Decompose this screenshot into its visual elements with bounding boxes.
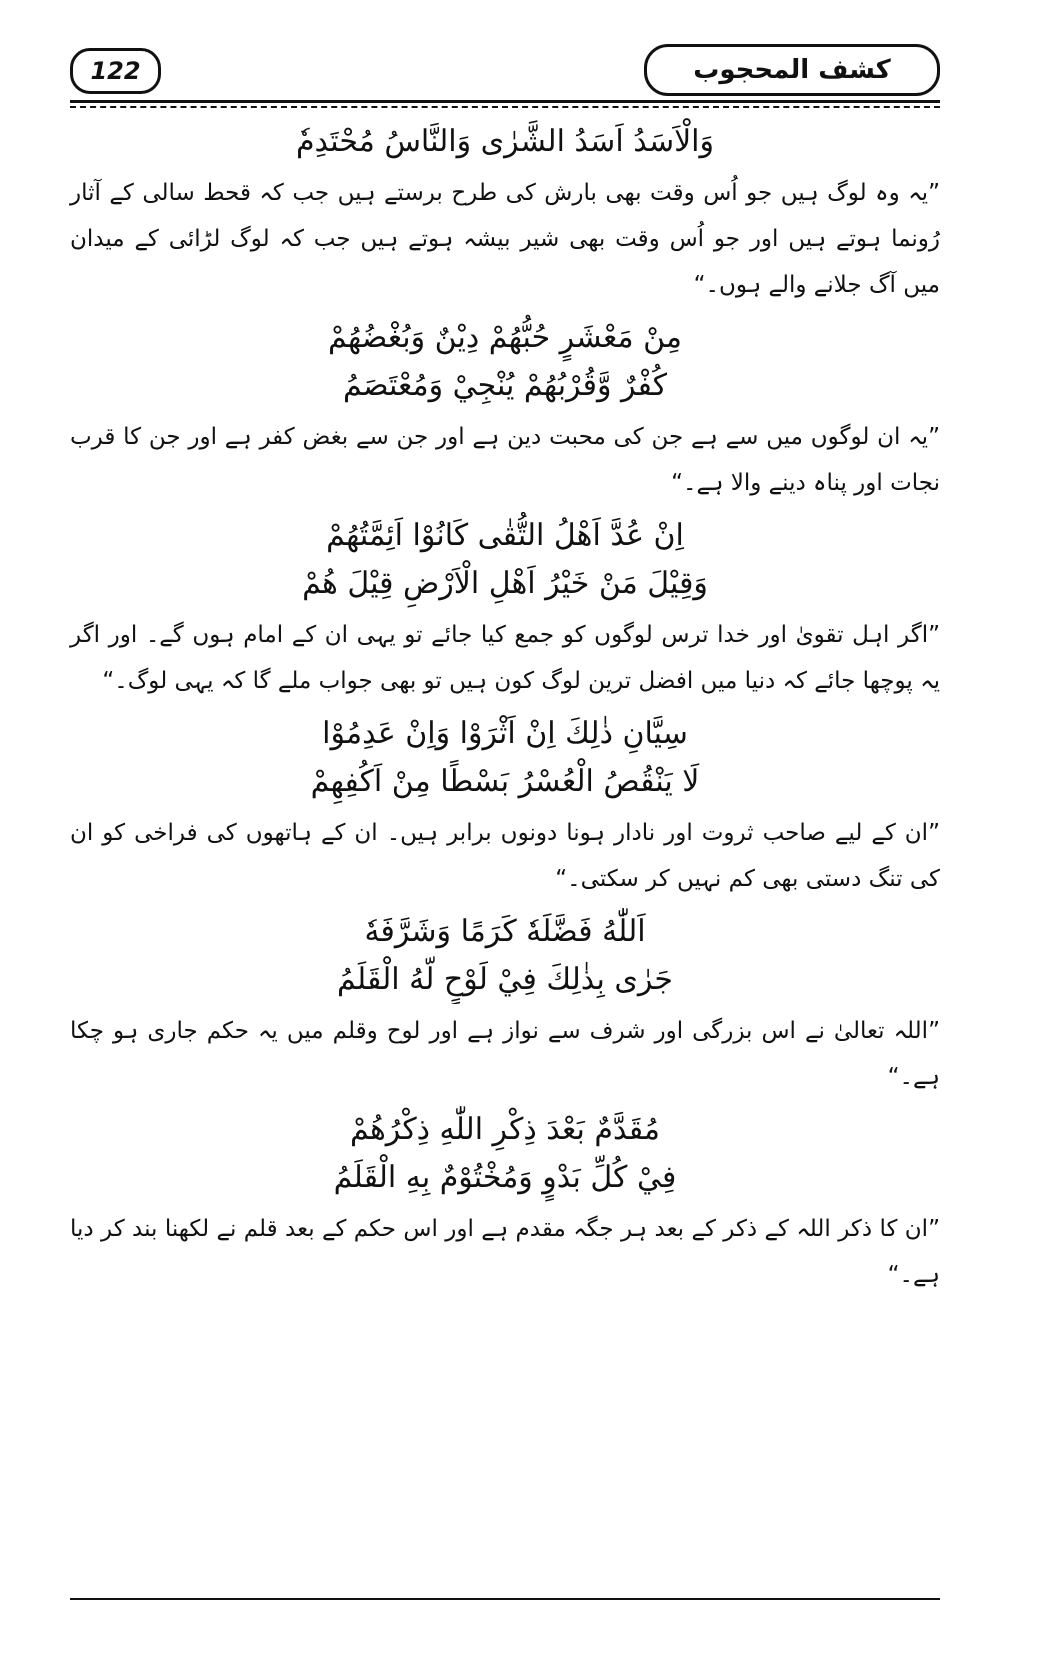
verse-line: وَقِيْلَ مَنْ خَيْرُ اَهْلِ الْاَرْضِ قِيْلَ هُمْ — [302, 566, 708, 601]
verse-line: فِيْ كُلِّ بَدْوٍ وَمُخْتُوْمٌ بِهِ الْقَلَمُ — [333, 1160, 677, 1195]
verse-line: وَالْاَسَدُ اَسَدُ الشَّرٰی وَالنَّاسُ مُحْتَدِمٗ — [295, 124, 715, 159]
verse-line: سِيَّانِ ذٰلِكَ اِنْ اَثْرَوْا وَاِنْ عَدِمُوْا — [322, 716, 688, 751]
verse-line: مِنْ مَعْشَرٍ حُبُّهُمْ دِيْنٌ وَبُغْضُهُمْ — [328, 320, 682, 355]
header-divider-dashed — [70, 106, 940, 108]
verse-line: جَرٰى بِذٰلِكَ فِيْ لَوْحٍ لَّهُ الْقَلَمُ — [337, 962, 673, 997]
verse-line: اَللّٰهُ فَضَّلَهٗ كَرَمًا وَشَرَّفَهٗ — [364, 914, 646, 949]
verse-line: مُقَدَّمٌ بَعْدَ ذِكْرِ اللّٰهِ ذِكْرُهُمْ — [350, 1112, 660, 1147]
page-number: 122 — [70, 48, 161, 94]
footer-divider — [70, 1598, 940, 1600]
translation-paragraph: ”یہ وہ لوگ ہیں جو اُس وقت بھی بارش کی طرح برستے ہیں جب کہ قحط سالی کے آثار رُونما ہوتے ہیں اور جو اُس وقت بھی شیر بیشہ ہوتے ہیں جب کہ لوگ لڑائی کے میدان میں آگ جلانے والے ہوں۔“ — [70, 180, 940, 298]
translation-paragraph: ”ان کا ذکر اللہ کے ذکر کے بعد ہر جگہ مقدم ہے اور اس حکم کے بعد قلم نے لکھنا بند کر دیا ہے۔“ — [70, 1216, 940, 1288]
translation-paragraph: ”اللہ تعالیٰ نے اس بزرگی اور شرف سے نواز ہے اور لوح وقلم میں یہ حکم جاری ہو چکا ہے۔“ — [70, 1018, 940, 1090]
verse-line: لَا يَنْقُصُ الْعُسْرُ بَسْطًا مِنْ اَكُفِهِمْ — [310, 764, 700, 799]
book-title: کشف المحجوب — [644, 44, 940, 96]
translation-paragraph: ”ان کے لیے صاحب ثروت اور نادار ہونا دونوں برابر ہیں۔ ان کے ہاتھوں کی فراخی کو ان کی تنگ دستی بھی کم نہیں کر سکتی۔“ — [70, 820, 940, 892]
verse-line: كُفْرٌ وَّقُرْبُهُمْ يُنْجِيْ وَمُعْتَصَمُ — [343, 368, 667, 403]
header-divider — [70, 100, 940, 103]
translation-paragraph: ”یہ ان لوگوں میں سے ہے جن کی محبت دین ہے اور جن سے بغض کفر ہے اور جن کا قرب نجات اور پناہ دینے والا ہے۔“ — [70, 424, 940, 496]
page-header — [70, 40, 940, 98]
translation-paragraph: ”اگر اہل تقویٰ اور خدا ترس لوگوں کو جمع کیا جائے تو یہی ان کے امام ہوں گے۔ اور اگر یہ پوچھا جائے کہ دنیا میں افضل ترین لوگ کون ہیں تو بھی جواب ملے گا کہ یہی لوگ۔“ — [70, 622, 940, 694]
page-body — [70, 118, 940, 1304]
verse-line: اِنْ عُدَّ اَهْلُ التُّقٰى كَانُوْا اَئِمَّتُهُمْ — [326, 518, 684, 553]
